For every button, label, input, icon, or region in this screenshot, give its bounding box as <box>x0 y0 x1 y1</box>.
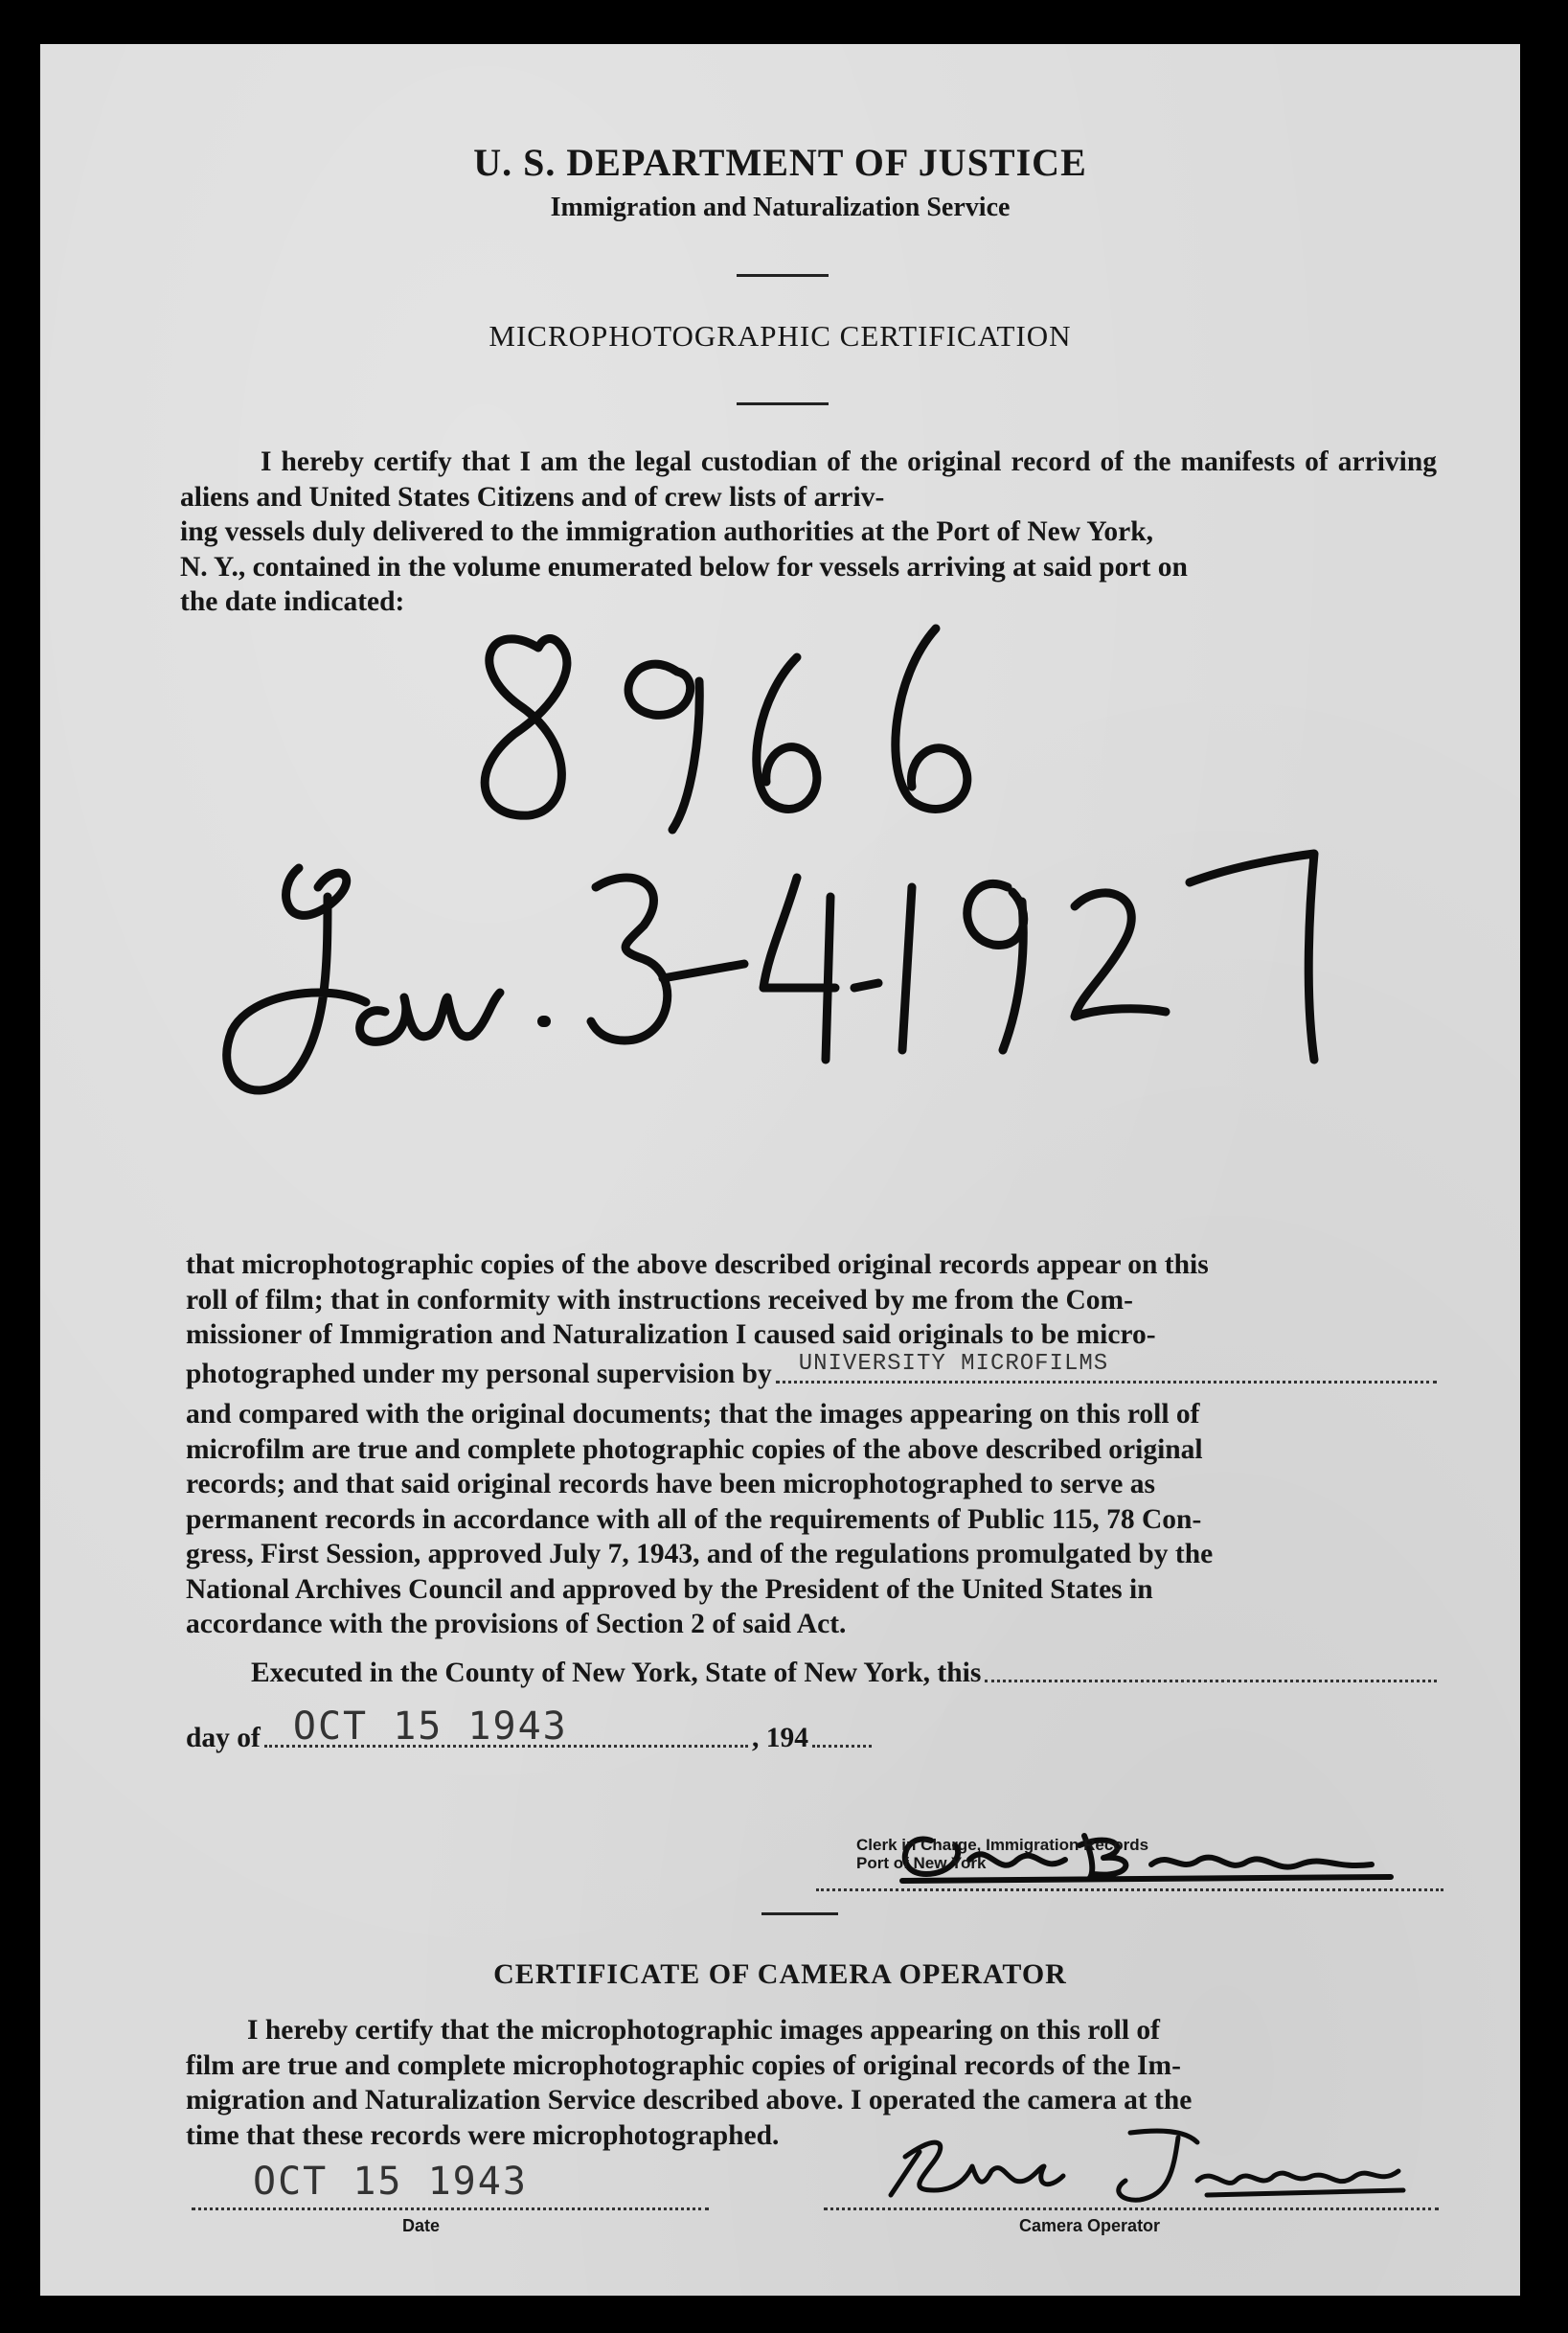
handwritten-digit-3 <box>591 878 668 1041</box>
service-subtitle: Immigration and Naturalization Service <box>550 193 1011 222</box>
handwritten-digit-2 <box>1075 893 1166 1017</box>
typed-company-name: UNIVERSITY MICROFILMS <box>798 1351 1109 1377</box>
handwritten-digit-6b <box>896 629 967 809</box>
handwritten-record-entry <box>40 44 1520 1194</box>
intro-line: I hereby certify that I am the legal custodian of the original record of the manifests of arriving aliens and United States Citizens and of crew lists of arriv- <box>180 446 1437 513</box>
certificate-page <box>40 44 1520 2296</box>
body-line: accordance with the provisions of Section 2 of said Act. <box>186 1609 847 1639</box>
handwritten-digit-6 <box>757 657 817 809</box>
date-label: Date <box>402 2216 441 2235</box>
body-line: and compared with the original documents; that the images appearing on this roll of <box>186 1399 1200 1430</box>
handwritten-digit-1 <box>902 887 912 1050</box>
body-line: National Archives Council and approved by the President of the United States in <box>186 1573 1153 1605</box>
body-line: microfilm are true and complete photographic copies of the above described original <box>186 1433 1203 1465</box>
year-prefix-label: , 194 <box>752 1723 808 1753</box>
handwritten-digit-9 <box>628 664 699 830</box>
camera-date-field <box>192 2152 709 2210</box>
body-line: missioner of Immigration and Naturalization I caused said originals to be micro- <box>186 1319 1156 1350</box>
operator-label: Camera Operator <box>1019 2216 1161 2235</box>
clerk-title <box>856 1836 1148 1872</box>
camera-line: film are true and complete microphotographic copies of original records of the Im- <box>186 2049 1181 2081</box>
supervision-field <box>776 1351 1437 1384</box>
camera-line: time that these records were microphotographed. <box>186 2119 780 2151</box>
executed-day-field <box>985 1680 1437 1682</box>
executed-line <box>251 1658 1441 1689</box>
body-line: records; and that said original records have been microphotographed to serve as <box>186 1469 1155 1499</box>
clerk-title-line1: Clerk in Charge, Immigration Records <box>856 1836 1149 1854</box>
body-paragraph-bottom <box>186 1397 1441 1642</box>
intro-line: ing vessels duly delivered to the immigration authorities at the Port of New York, <box>180 516 1154 547</box>
day-of-label: day of <box>186 1723 261 1753</box>
intro-line: the date indicated: <box>180 586 405 617</box>
operator-signature-stroke <box>891 2131 1403 2200</box>
body-line: roll of film; that in conformity with instructions received by me from the Com- <box>186 1284 1133 1315</box>
form-title: MICROPHOTOGRAPHIC CERTIFICATION <box>489 319 1072 353</box>
supervision-label: photographed under my personal supervision by <box>186 1359 772 1389</box>
operator-signature <box>881 2123 1418 2207</box>
handwritten-digit-9b <box>967 883 1024 1050</box>
handwritten-letter-J <box>227 868 366 1090</box>
handwritten-digit-8 <box>485 639 567 816</box>
camera-date-stamp: OCT 15 1943 <box>253 2160 528 2204</box>
operator-signature-line <box>824 2123 1439 2210</box>
camera-line: I hereby certify that the microphotographic images appearing on this roll of <box>247 2015 1160 2046</box>
handwritten-digit-4 <box>763 878 835 1060</box>
handwritten-digit-7 <box>1190 854 1314 1060</box>
divider-camera <box>761 1912 838 1915</box>
handwritten-letters-an <box>360 993 500 1041</box>
intro-line: N. Y., contained in the volume enumerated below for vessels arriving at said port on <box>180 551 1188 583</box>
camera-heading: CERTIFICATE OF CAMERA OPERATOR <box>493 1958 1067 1990</box>
supervision-line <box>186 1351 1441 1390</box>
department-title: U. S. DEPARTMENT OF JUSTICE <box>473 141 1087 184</box>
body-line: permanent records in accordance with all of the requirements of Public 115, 78 Con- <box>186 1503 1202 1535</box>
camera-line: migration and Naturalization Service described above. I operated the camera at the <box>186 2085 1193 2116</box>
body-line: gress, First Session, approved July 7, 1943, and of the regulations promulgated by the <box>186 1539 1214 1569</box>
year-field <box>812 1745 872 1748</box>
handwritten-dash <box>663 964 744 978</box>
body-paragraph-top <box>186 1247 1441 1353</box>
body-line: that microphotographic copies of the above described original records appear on this <box>186 1249 1209 1280</box>
day-of-line <box>186 1704 875 1754</box>
clerk-title-line2: Port of New York <box>856 1854 987 1872</box>
date-stamp: OCT 15 1943 <box>292 1704 568 1749</box>
day-of-field <box>264 1704 748 1749</box>
executed-label: Executed in the County of New York, State of New York, this <box>251 1658 982 1688</box>
handwritten-dash-2 <box>854 983 878 988</box>
